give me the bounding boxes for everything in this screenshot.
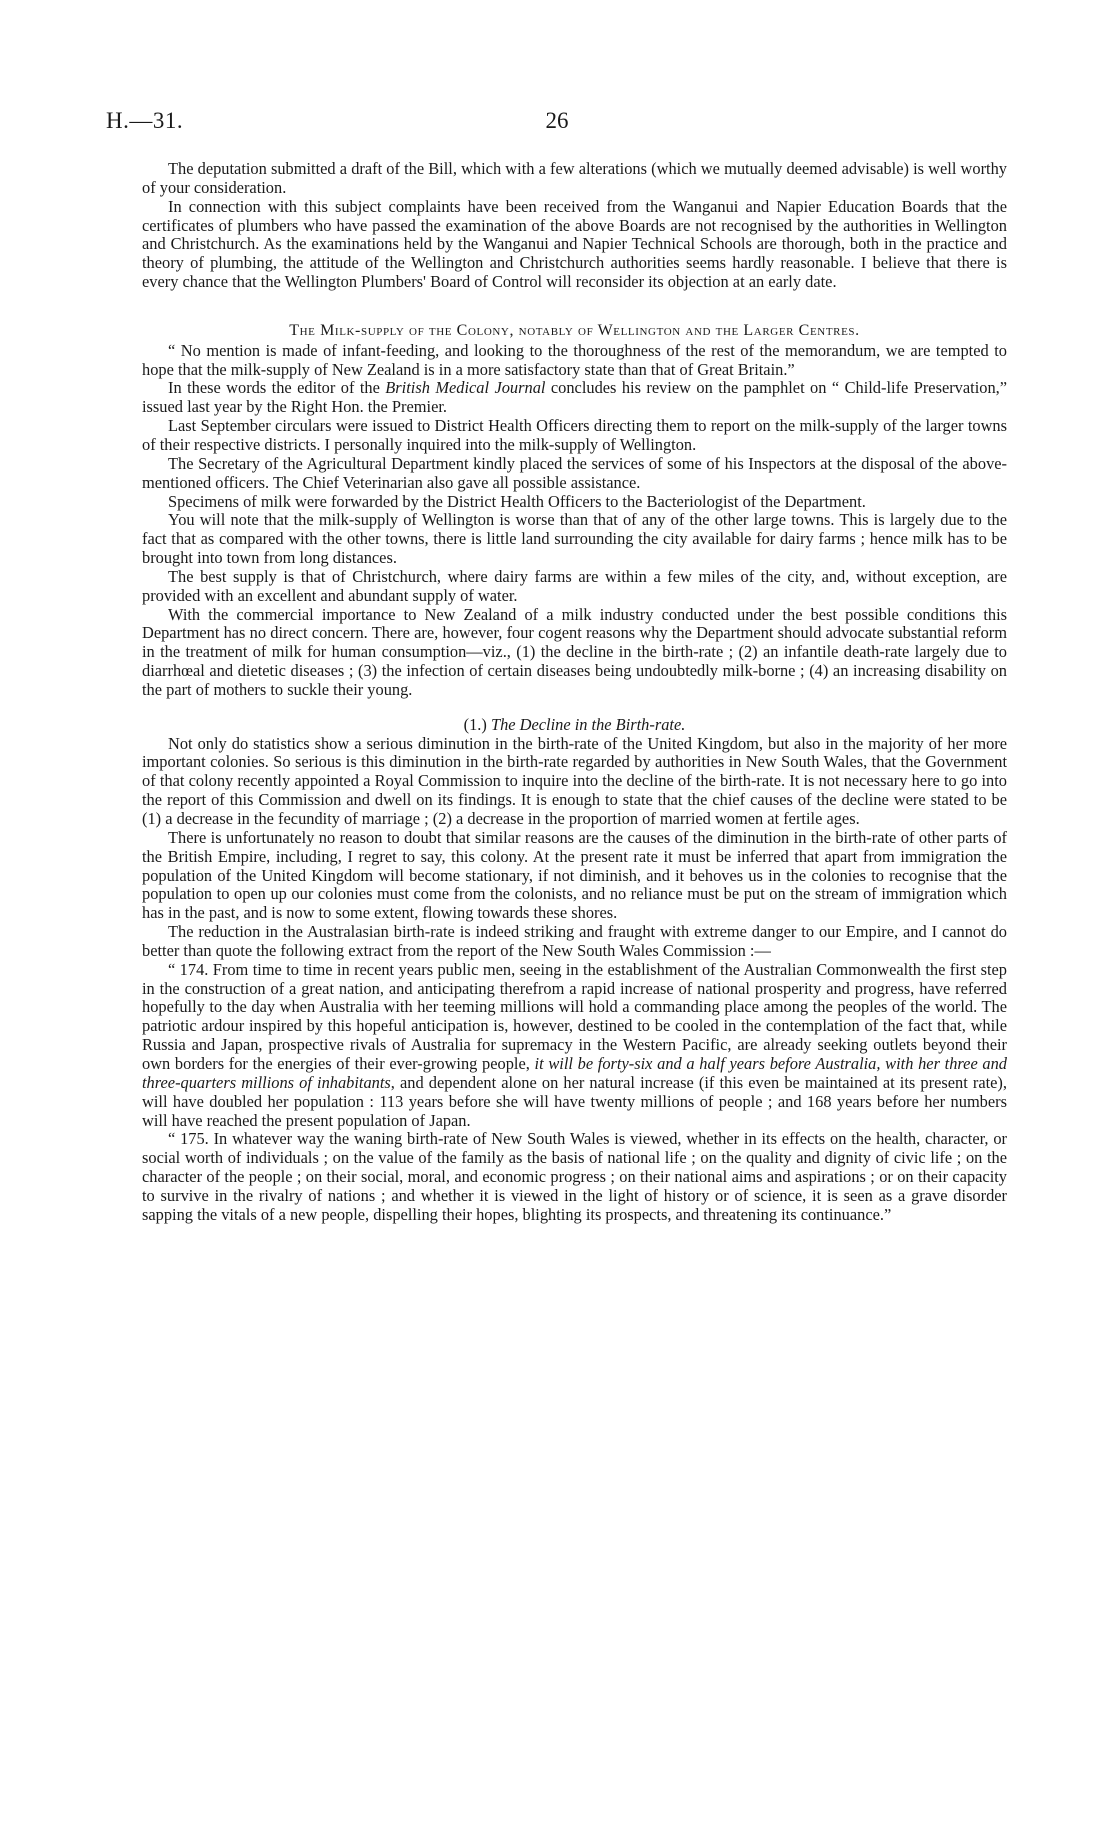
- subsection-title-birth-rate: (1.) The Decline in the Birth-rate.: [463, 714, 686, 734]
- paragraph: You will note that the milk-supply of Wellington is worse than that of any of the other large towns. This is largely due to the fact that as compared with the other towns, there is little land surrounding the city available for dairy farms ; hence milk has to be brought into town from long distances.: [142, 510, 1007, 568]
- document-code: H.—31.: [106, 108, 184, 133]
- paragraph: “ No mention is made of infant-feeding, and looking to the thoroughness of the rest of the memorandum, we are tempted to hope that the milk-supply of New Zealand is in a more satisfactory state than that of Great Britain.”: [142, 340, 1007, 379]
- paragraph: The deputation submitted a draft of the Bill, which with a few alterations (which we mutually deemed advisable) is well worthy of your consideration.: [142, 159, 1007, 197]
- paragraph: In connection with this subject complaints have been received from the Wanganui and Napier Education Boards that the certificates of plumbers who have passed the examination of the above Boards are not recognised by the authorities in Wellington and Christchurch. As the examinations held by the Wanganui and Napier Technical Schools are thorough, both in the practice and theory of plumbing, the attitude of the Wellington and Christchurch authorities seems hardly reasonable. I believe that there is every chance that the Wellington Plumbers' Board of Control will reconsider its objection at an early date.: [142, 196, 1007, 292]
- emphasized-quote: it will be forty-six and a half years before Australia, with her three and three-quarters millions of inhabitants: [142, 1053, 1007, 1092]
- paragraph: Last September circulars were issued to District Health Officers directing them to report on the milk-supply of the larger towns of their respective districts. I personally inquired into the milk-supply of Wellington.: [142, 416, 1007, 454]
- paragraph: The best supply is that of Christchurch, where dairy farms are within a few miles of the city, and, without exception, are provided with an excellent and abundant supply of water.: [142, 566, 1007, 605]
- paragraph: With the commercial importance to New Zealand of a milk industry conducted under the best possible conditions this Department has no direct concern. There are, however, four cogent reasons why the Department should advocate substantial reform in the treatment of milk for human consumption—viz., (1) the decline in the birth-rate ; (2) an infantile death-rate largely due to diarrhœal and dietetic diseases ; (3) the infection of certain diseases being undoubtedly milk-borne ; (4) an increasing disability on the part of mothers to suckle their young.: [142, 604, 1007, 699]
- paragraph: There is unfortunately no reason to doubt that similar reasons are the causes of the diminution in the birth-rate of other parts of the British Empire, including, I regret to say, this colony. At the present rate it must be inferred that apart from immigration the population of the United Kingdom will become stationary, if not diminish, and it behoves us in the colonies to recognise that the population to open up our colonies must come from the colonists, and no reliance must be put on the stream of immigration which has in the past, and is now to some extent, flowing towards these shores.: [142, 827, 1007, 923]
- page-header: [0, 108, 1114, 144]
- section-title-milk-supply: The Milk-supply of the Colony, notably of Wellington and the Larger Centres.: [289, 321, 860, 339]
- document-body: [142, 160, 1007, 1225]
- paragraph: Not only do statistics show a serious diminution in the birth-rate of the United Kingdom, but also in the majority of her more important colonies. So serious is this diminution in the birth-rate regarded by authorities in New South Wales, that the Government of that colony recently appointed a Royal Commission to inquire into the decline of the birth-rate. It is not necessary here to go into the report of this Commission and dwell on its findings. It is enough to state that the chief causes of the decline were stated to be (1) a decrease in the fecundity of marriage ; (2) a decrease in the proportion of married women at fertile ages.: [142, 733, 1007, 828]
- quoted-paragraph: “ 174. From time to time in recent years public men, seeing in the establishment of the Australian Commonwealth the first step in the construction of a great nation, and anticipating therefrom a rapid increase of national prosperity and progress, have referred hopefully to the day when Australia with her teeming millions will hold a commanding place among the peoples of the world. The patriotic ardour inspired by this hopeful anticipation is, however, destined to be cooled in the contemplation of the fact that, while Russia and Japan, prospective rivals of Australia for supremacy in the Western Pacific, are already seeking outlets beyond their own borders for the energies of their ever-growing people, it will be forty-six and a half years before Australia, with her three and three-quarters millions of inhabitants, and dependent alone on her natural increase (if this even be maintained at its present rate), will have doubled her population : 113 years before she will have twenty millions of people ; and 168 years before her numbers will have reached the present population of Japan.: [142, 959, 1007, 1130]
- paragraph: The Secretary of the Agricultural Department kindly placed the services of some of his Inspectors at the disposal of the above-mentioned officers. The Chief Veterinarian also gave all possible assistance.: [142, 453, 1007, 492]
- paragraph: Specimens of milk were forwarded by the District Health Officers to the Bacteriologist of the Department.: [168, 491, 866, 511]
- journal-title: British Medical Journal: [385, 378, 546, 398]
- page-number: 26: [545, 108, 569, 133]
- paragraph: In these words the editor of the British Medical Journal concludes his review on the pamphlet on “ Child-life Preservation,” issued last year by the Right Hon. the Premier.: [142, 378, 1008, 417]
- paragraph: The reduction in the Australasian birth-rate is indeed striking and fraught with extreme danger to our Empire, and I cannot do better than quote the following extract from the report of the New South Wales Commission :—: [142, 922, 1007, 960]
- quoted-paragraph: “ 175. In whatever way the waning birth-rate of New South Wales is viewed, whether in its effects on the health, character, or social worth of individuals ; on the value of the family as the basis of national life ; on the quality and dignity of civic life ; on the character of the people ; on their social, moral, and economic progress ; on their national aims and aspirations ; or on their capacity to survive in the rivalry of nations ; and whether it is viewed in the light of history or of science, it is seen as a grave disorder sapping the vitals of a new people, dispelling their hopes, blighting its prospects, and threatening its continuance.”: [142, 1129, 1007, 1224]
